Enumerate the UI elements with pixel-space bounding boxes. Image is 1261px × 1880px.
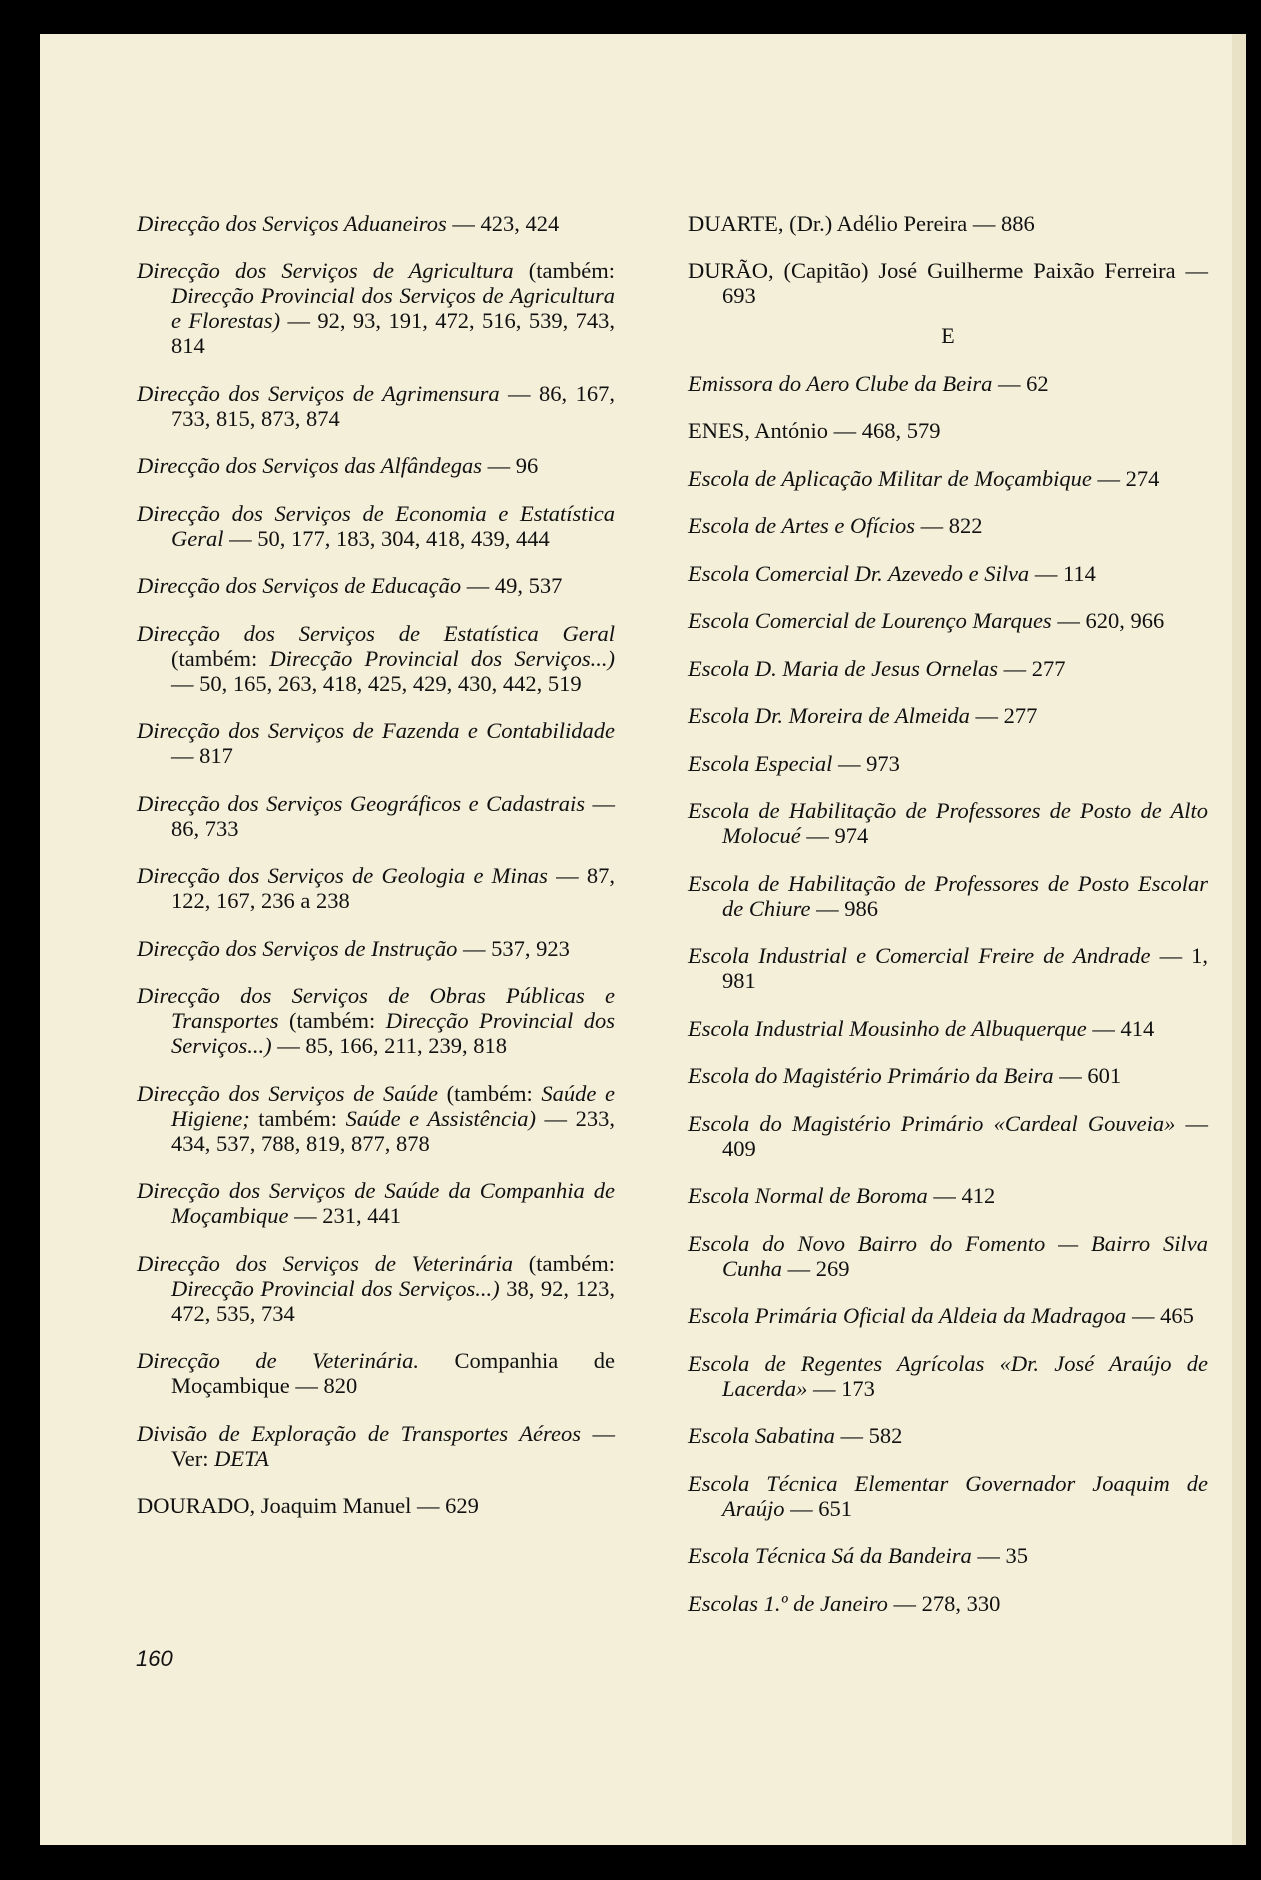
index-entry: Escola de Habilitação de Professores de Posto de Alto Molocué — 974 bbox=[688, 798, 1208, 848]
index-entry: Escola de Habilitação de Professores de Posto Escolar de Chiure — 986 bbox=[688, 870, 1208, 921]
index-entry: Escola Industrial Mousinho de Albuquerque — 414 bbox=[688, 1015, 1155, 1041]
index-entry: Escola Industrial e Comercial Freire de Andrade — 1, 981 bbox=[688, 943, 1209, 993]
index-entry: Escola Comercial Dr. Azevedo e Silva — 114 bbox=[688, 560, 1096, 586]
index-entry: DOURADO, Joaquim Manuel — 629 bbox=[137, 1493, 479, 1518]
index-entry: Escola Sabatina — 582 bbox=[688, 1423, 903, 1448]
index-entry: Direcção dos Serviços de Agricultura (também: Direcção Provincial dos Serviços de Agricultura e Florestas) — 92, 93, 191, 472, 516, 539, 743, 814 bbox=[137, 258, 615, 358]
index-entry: Direcção dos Serviços Geográficos e Cadastrais — 86, 733 bbox=[137, 790, 615, 841]
index-entry: Direcção dos Serviços de Economia e Estatística Geral — 50, 177, 183, 304, 418, 439, 444 bbox=[137, 500, 615, 551]
index-entry: Escola Normal de Boroma — 412 bbox=[688, 1183, 996, 1208]
index-entry: Direcção dos Serviços de Saúde da Companhia de Moçambique — 231, 441 bbox=[137, 1178, 615, 1228]
index-entry: Direcção dos Serviços de Estatística Geral (também: Direcção Provincial dos Serviços...) — 50, 165, 263, 418, 425, 429, 430, 442, 519 bbox=[137, 620, 615, 696]
index-entry: Direcção dos Serviços Aduaneiros — 423, 424 bbox=[137, 210, 560, 236]
index-column-left bbox=[137, 188, 615, 1532]
index-entry: Escola de Aplicação Militar de Moçambique — 274 bbox=[688, 465, 1160, 491]
index-entry: Escola Especial — 973 bbox=[688, 750, 900, 776]
index-entry: Escola D. Maria de Jesus Ornelas — 277 bbox=[688, 655, 1066, 681]
index-entry: Escolas 1.º de Janeiro — 278, 330 bbox=[688, 1590, 1001, 1616]
index-entry: Divisão de Exploração de Transportes Aéreos — Ver: DETA bbox=[137, 1420, 615, 1471]
index-entry: Escola Técnica Elementar Governador Joaquim de Araújo — 651 bbox=[688, 1470, 1208, 1521]
index-entry: Escola Dr. Moreira de Almeida — 277 bbox=[688, 703, 1038, 728]
index-entry: DURÃO, (Capitão) José Guilherme Paixão Ferreira — 693 bbox=[688, 258, 1208, 308]
index-entry: Escola do Novo Bairro do Fomento — Bairro Silva Cunha — 269 bbox=[688, 1230, 1208, 1281]
index-entry: Direcção dos Serviços de Instrução — 537, 923 bbox=[137, 935, 570, 961]
index-entry: Direcção de Veterinária. Companhia de Moçambique — 820 bbox=[137, 1348, 615, 1398]
index-entry: Direcção dos Serviços de Geologia e Minas — 87, 122, 167, 236 a 238 bbox=[137, 863, 615, 913]
index-entry: Direcção dos Serviços de Fazenda e Contabilidade — 817 bbox=[137, 718, 615, 768]
index-entry: DUARTE, (Dr.) Adélio Pereira — 886 bbox=[688, 210, 1035, 236]
index-entry: Direcção dos Serviços das Alfândegas — 96 bbox=[137, 453, 539, 478]
index-entry: ENES, António — 468, 579 bbox=[688, 418, 941, 443]
index-entry: Escola de Regentes Agrícolas «Dr. José Araújo de Lacerda» — 173 bbox=[688, 1350, 1208, 1401]
index-entry: Direcção dos Serviços de Agrimensura — 86, 167, 733, 815, 873, 874 bbox=[137, 380, 615, 431]
index-entry: Escola do Magistério Primário da Beira — 601 bbox=[688, 1063, 1122, 1088]
index-entry: Emissora do Aero Clube da Beira — 62 bbox=[688, 370, 1049, 396]
index-entry: Escola do Magistério Primário «Cardeal Gouveia» — 409 bbox=[688, 1110, 1209, 1161]
index-entry: Escola Técnica Sá da Bandeira — 35 bbox=[688, 1543, 1028, 1568]
index-entry: Direcção dos Serviços de Veterinária (também: Direcção Provincial dos Serviços...) 38, 92, 123, 472, 535, 734 bbox=[137, 1250, 616, 1326]
index-column-right bbox=[688, 188, 1208, 1630]
index-entry: Escola de Artes e Ofícios — 822 bbox=[688, 513, 983, 538]
section-letter: E bbox=[941, 323, 955, 348]
page-number: 160 bbox=[136, 1646, 173, 1671]
index-entry: Direcção dos Serviços de Educação — 49, 537 bbox=[137, 573, 563, 598]
page-spine bbox=[1232, 34, 1246, 1845]
book-page bbox=[40, 34, 1238, 1845]
index-entry: Escola Primária Oficial da Aldeia da Madragoa — 465 bbox=[688, 1303, 1194, 1328]
index-entry: Escola Comercial de Lourenço Marques — 620, 966 bbox=[688, 608, 1165, 633]
index-entry: Direcção dos Serviços de Obras Públicas e Transportes (também: Direcção Provincial dos Serviços...) — 85, 166, 211, 239, 818 bbox=[137, 983, 615, 1058]
index-entry: Direcção dos Serviços de Saúde (também: Saúde e Higiene; também: Saúde e Assistência) — 233, 434, 537, 788, 819, 877, 878 bbox=[137, 1080, 615, 1156]
